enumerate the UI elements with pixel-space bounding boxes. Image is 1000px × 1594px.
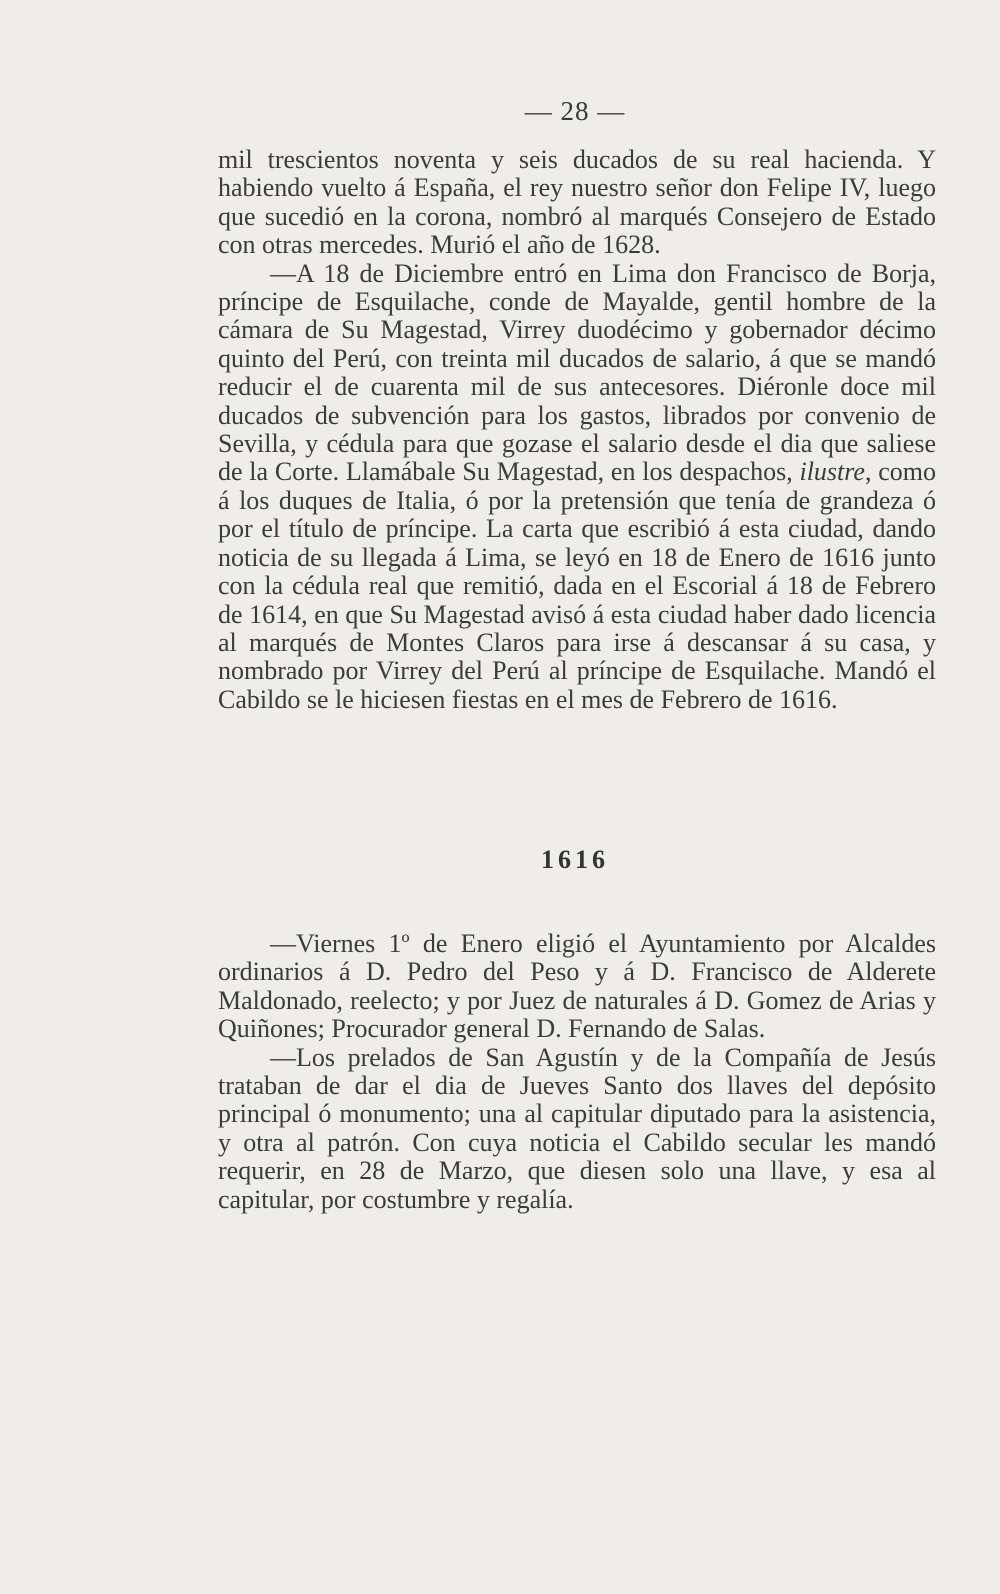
italic-word: ilustre (799, 457, 865, 487)
page-number: — 28 — (524, 96, 626, 126)
paragraph-esquilache (218, 260, 936, 715)
text-block-bottom (218, 930, 936, 1214)
year-heading: 1616 (541, 845, 609, 874)
paragraph-text: , como á los duques de Italia, ó por la pretensión que tenía de grandeza ó por el título de príncipe. La carta que escribió á esta ciudad, dando noticia de su llegada á Lima, se leyó en 18 de Enero de 1616 junto con la cédula real que remitió, dada en el Escorial á 18 de Febrero de 1614, en que Su Magestad avisó á esta ciudad haber dado licencia al marqués de Montes Claros para irse á descansar á su casa, y nombrado por Virrey del Perú al príncipe de Esquilache. Mandó el Cabildo se le hiciesen fiestas en el mes de Febrero de 1616. (218, 457, 937, 714)
text-block-top (218, 146, 936, 714)
paragraph-text: —A 18 de Diciembre entró en Lima don Francisco de Borja, príncipe de Esquilache, conde de Mayalde, gentil hombre de la cámara de Su Magestad, Virrey duodécimo y gobernador décimo quinto del Perú, con treinta mil ducados de salario, á que se mandó reducir el de cuarenta mil de sus antecesores. Diéronle doce mil ducados de subvención para los gastos, librados por convenio de Sevilla, y cédula para que gozase el salario desde el dia que saliese de la Corte. Llamábale Su Magestad, en los despachos, (218, 258, 936, 487)
paragraph-continuation: mil trescientos noventa y seis ducados de su real hacienda. Y habiendo vuelto á España, el rey nuestro señor don Felipe IV, luego que sucedió en la corona, nombró al marqués Consejero de Estado con otras mercedes. Murió el año de 1628. (218, 145, 936, 260)
paragraph-elections: —Viernes 1º de Enero eligió el Ayuntamiento por Alcaldes ordinarios á D. Pedro del Peso y á D. Francisco de Alderete Maldonado, reelecto; y por Juez de naturales á D. Gomez de Arias y Quiñones; Procurador general D. Fernando de Salas. (218, 929, 936, 1044)
paragraph-prelates: —Los prelados de San Agustín y de la Compañía de Jesús trataban de dar el dia de Jueves Santo dos llaves del depósito principal ó monumento; una al capitular diputado para la asistencia, y otra al patrón. Con cuya noticia el Cabildo secular les mandó requerir, en 28 de Marzo, que diesen solo una llave, y esa al capitular, por costumbre y regalía. (218, 1042, 936, 1214)
